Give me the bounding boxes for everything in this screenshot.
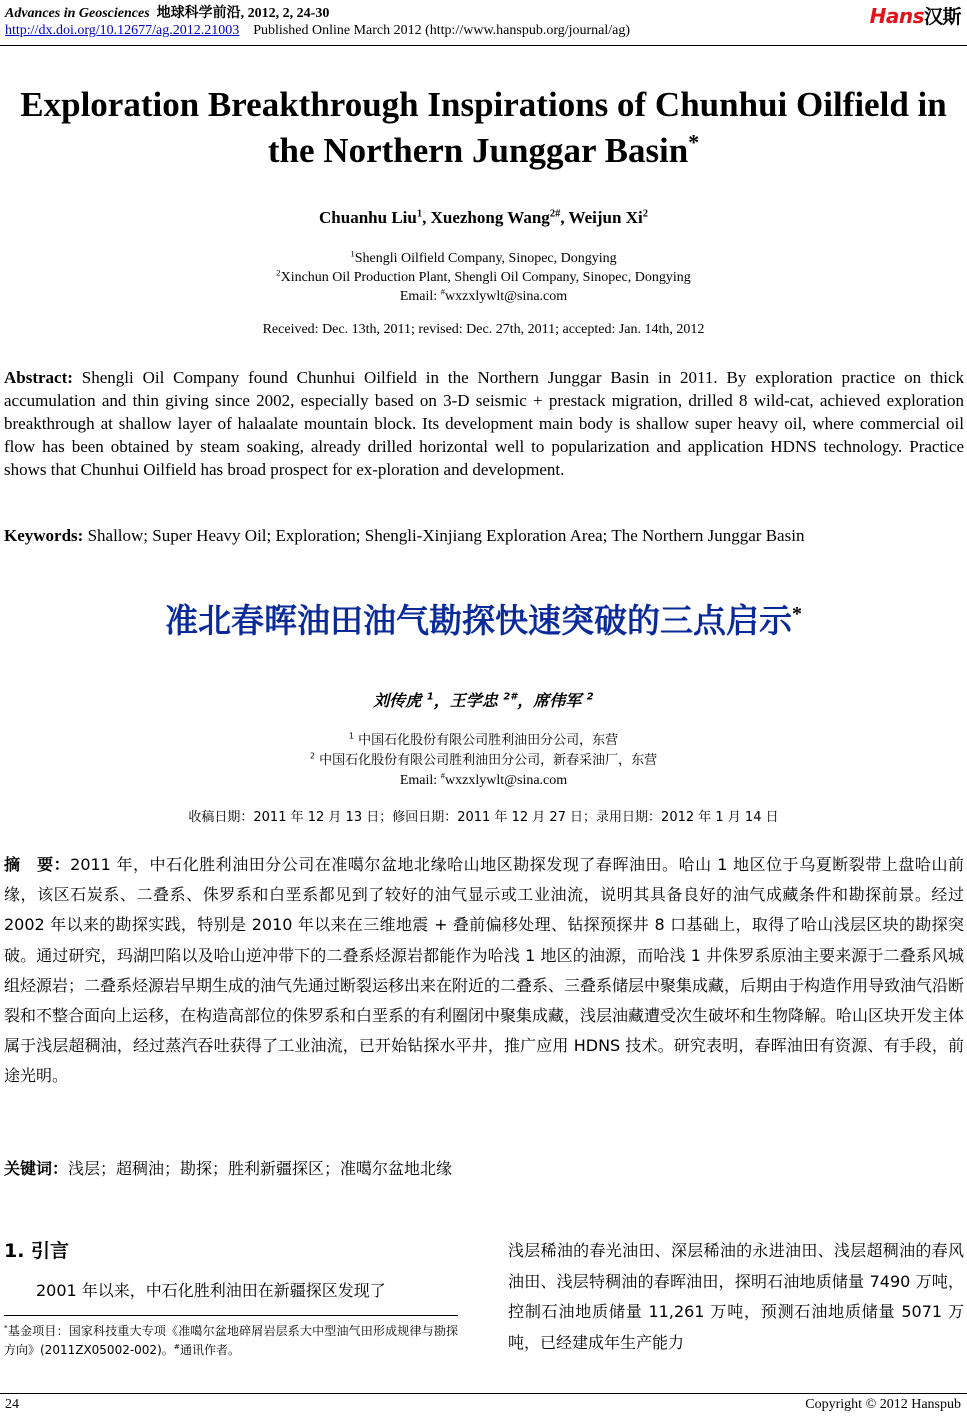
author-name-cn: 王学忠 — [449, 691, 498, 710]
author-name-cn: 刘传虎 — [373, 691, 422, 710]
journal-name: Advances in Geosciences — [5, 6, 150, 21]
footnote-star: * — [4, 1323, 8, 1332]
footnote-text: 基金项目：国家科技重大专项《准噶尔盆地碎屑岩层系大中型油气田形成规律与勘探方向》(2011ZX05002-002)。 — [4, 1324, 458, 1357]
footnote — [4, 1322, 458, 1360]
footnote-hash: # — [173, 1342, 180, 1351]
affiliation-mark: 1 — [350, 248, 355, 259]
keywords-cn-label: 关键词： — [4, 1159, 69, 1178]
title-cn-star: * — [792, 603, 802, 625]
title-cn-text: 准北春晖油田油气勘探快速突破的三点启示 — [165, 601, 792, 640]
authors-en — [0, 208, 967, 228]
authors-cn — [0, 688, 967, 711]
author-mark: 2# — [549, 208, 561, 220]
author-separator: , — [560, 208, 569, 227]
abstract-cn-label: 摘 要： — [4, 855, 71, 874]
email-label: Email: — [399, 289, 441, 304]
author-mark: 2# — [503, 691, 518, 703]
paper-title-cn — [0, 595, 967, 642]
logo-text: Hans — [869, 4, 924, 28]
hanspub-logo — [870, 2, 961, 29]
author-name: Xuezhong Wang — [430, 208, 550, 227]
email-label: Email: — [399, 773, 441, 788]
received-dates-en: Received: Dec. 13th, 2011; revised: Dec. 27th, 2011; accepted: Jan. 14th, 2012 — [262, 322, 705, 337]
affiliation-text: Shengli Oilfield Company, Sinopec, Dongying — [354, 251, 617, 266]
email-mark: # — [440, 286, 445, 297]
received-dates-cn: 收稿日期：2011 年 12 月 13 日；修回日期：2011 年 12 月 27 日；录用日期：2012 年 1 月 14 日 — [188, 810, 779, 825]
email-address: wxzxlywlt@sina.com — [445, 773, 568, 788]
footnote-tail: 通讯作者。 — [180, 1343, 241, 1357]
page-number: 24 — [5, 1397, 19, 1412]
section-heading: 1. 引言 — [4, 1240, 70, 1262]
title-line-1: Exploration Breakthrough Inspirations of Chunhui Oilfield in — [20, 85, 947, 124]
author-mark: 2 — [586, 691, 594, 703]
affiliation-text: Xinchun Oil Production Plant, Shengli Oil Company, Sinopec, Dongying — [280, 270, 691, 285]
published-info: Published Online March 2012 (http://www.hanspub.org/journal/ag) — [253, 23, 631, 38]
journal-name-cn: 地球科学前沿 — [156, 6, 241, 21]
author-mark: 1 — [426, 691, 434, 703]
author-name-cn: 席伟军 — [533, 691, 582, 710]
author-name: Weijun Xi — [568, 208, 643, 227]
email-address: wxzxlywlt@sina.com — [445, 289, 568, 304]
affiliation-text: 中国石化股份有限公司胜利油田分公司，东营 — [358, 733, 619, 748]
author-mark: 2 — [642, 208, 648, 220]
abstract-cn — [4, 850, 964, 1092]
author-separator: ， — [517, 691, 534, 710]
header-divider — [0, 45, 967, 46]
copyright: Copyright © 2012 Hanspub — [805, 1397, 961, 1412]
affiliation-mark: 2 — [276, 267, 281, 278]
keywords-body: Shallow; Super Heavy Oil; Exploration; Shengli-Xinjiang Exploration Area; The Northern Junggar Basin — [83, 526, 805, 545]
abstract-cn-body: 2011 年，中石化胜利油田分公司在准噶尔盆地北缘哈山地区勘探发现了春晖油田。哈山 1 地区位于乌夏断裂带上盘哈山前缘，该区石炭系、二叠系、侏罗系和白垩系都见到了较好的油气显示或工业油流，说明其具备良好的油气成藏条件和勘探前景。经过 2002 年以来的勘探实践，特别是 2010 年以来在三维地震 + 叠前偏移处理、钻探预探井 8 口基础上，取得了哈山浅层区块的勘探突破。通过研究，玛湖凹陷以及哈山逆冲带下的二叠系烃源岩都能作为哈浅 1 地区的油源，而哈浅 1 井侏罗系原油主要来源于二叠系风城组烃源岩；二叠系烃源岩早期生成的油气先通过断裂运移出来在附近的二叠系、三叠系储层中聚集成藏，后期由于构造作用导致油气沿断裂和不整合面向上运移，在构造高部位的侏罗系和白垩系的有利圈闭中聚集成藏，浅层油藏遭受次生破坏和生物降解。哈山区块开发主体属于浅层超稠油，经过蒸汽吞吐获得了工业油流，已开始钻探水平井，推广应用 HDNS 技术。研究表明，春晖油田有资源、有手段，前途光明。 — [4, 855, 965, 1086]
email-en — [0, 287, 967, 306]
journal-header — [5, 2, 329, 22]
title-star: * — [688, 130, 700, 155]
email-mark: # — [440, 770, 445, 781]
abstract-label: Abstract: — [4, 368, 73, 387]
affiliation-cn-2 — [0, 751, 967, 771]
affiliation-en-1 — [0, 249, 967, 268]
abstract-en — [4, 366, 964, 481]
author-separator: , — [422, 208, 431, 227]
affiliation-en-2 — [0, 268, 967, 287]
keywords-cn-body: 浅层；超稠油；勘探；胜利新疆探区；准噶尔盆地北缘 — [68, 1159, 453, 1178]
affiliation-text: 中国石化股份有限公司胜利油田分公司，新春采油厂，东营 — [319, 753, 658, 768]
keywords-cn — [4, 1156, 964, 1179]
logo-text-cn: 汉斯 — [923, 6, 961, 28]
footnote-divider — [4, 1315, 458, 1316]
volume-info: , 2012, 2, 24-30 — [240, 6, 330, 21]
email-cn — [0, 771, 967, 791]
doi-line — [5, 23, 630, 39]
abstract-body: Shengli Oil Company found Chunhui Oilfield in the Northern Junggar Basin in 2011. By exploration practice on thick accumulation and thin giving since 2002, especially based on 3-D seismic + prestack migration, drilled 8 wild-cat, achieved exploration breakthrough at shallow layer of halaalate mountain block. Its development main body is shallow super heavy oil, where commercial oil flow has been obtained by steam soaking, already drilled horizontal well to popularization and application HDNS technology. Practice shows that Chunhui Oilfield has broad prospect for ex-ploration and development. — [4, 368, 964, 479]
intro-paragraph-left: 2001 年以来，中石化胜利油田在新疆探区发现了 — [36, 1281, 386, 1300]
author-separator: ， — [433, 691, 450, 710]
paper-title-en — [0, 82, 967, 174]
doi-link[interactable]: http://dx.doi.org/10.12677/ag.2012.21003 — [5, 23, 240, 38]
affiliation-cn-1 — [0, 731, 967, 751]
author-name: Chuanhu Liu — [319, 208, 417, 227]
affiliation-mark: 2 — [309, 751, 315, 761]
author-mark: 1 — [416, 208, 423, 220]
intro-paragraph-right: 浅层稀油的春光油田、深层稀油的永进油田、浅层超稠油的春风油田、浅层特稠油的春晖油田，探明石油地质储量 7490 万吨，控制石油地质储量 11,261 万吨，预测石油地质储量 5071 万吨，已经建成年生产能力 — [508, 1241, 964, 1352]
keywords-label: Keywords: — [4, 526, 84, 545]
footer-divider — [0, 1393, 967, 1394]
keywords-en — [4, 526, 964, 546]
affiliation-mark: 1 — [348, 731, 354, 741]
title-line-2: the Northern Junggar Basin — [267, 131, 689, 170]
